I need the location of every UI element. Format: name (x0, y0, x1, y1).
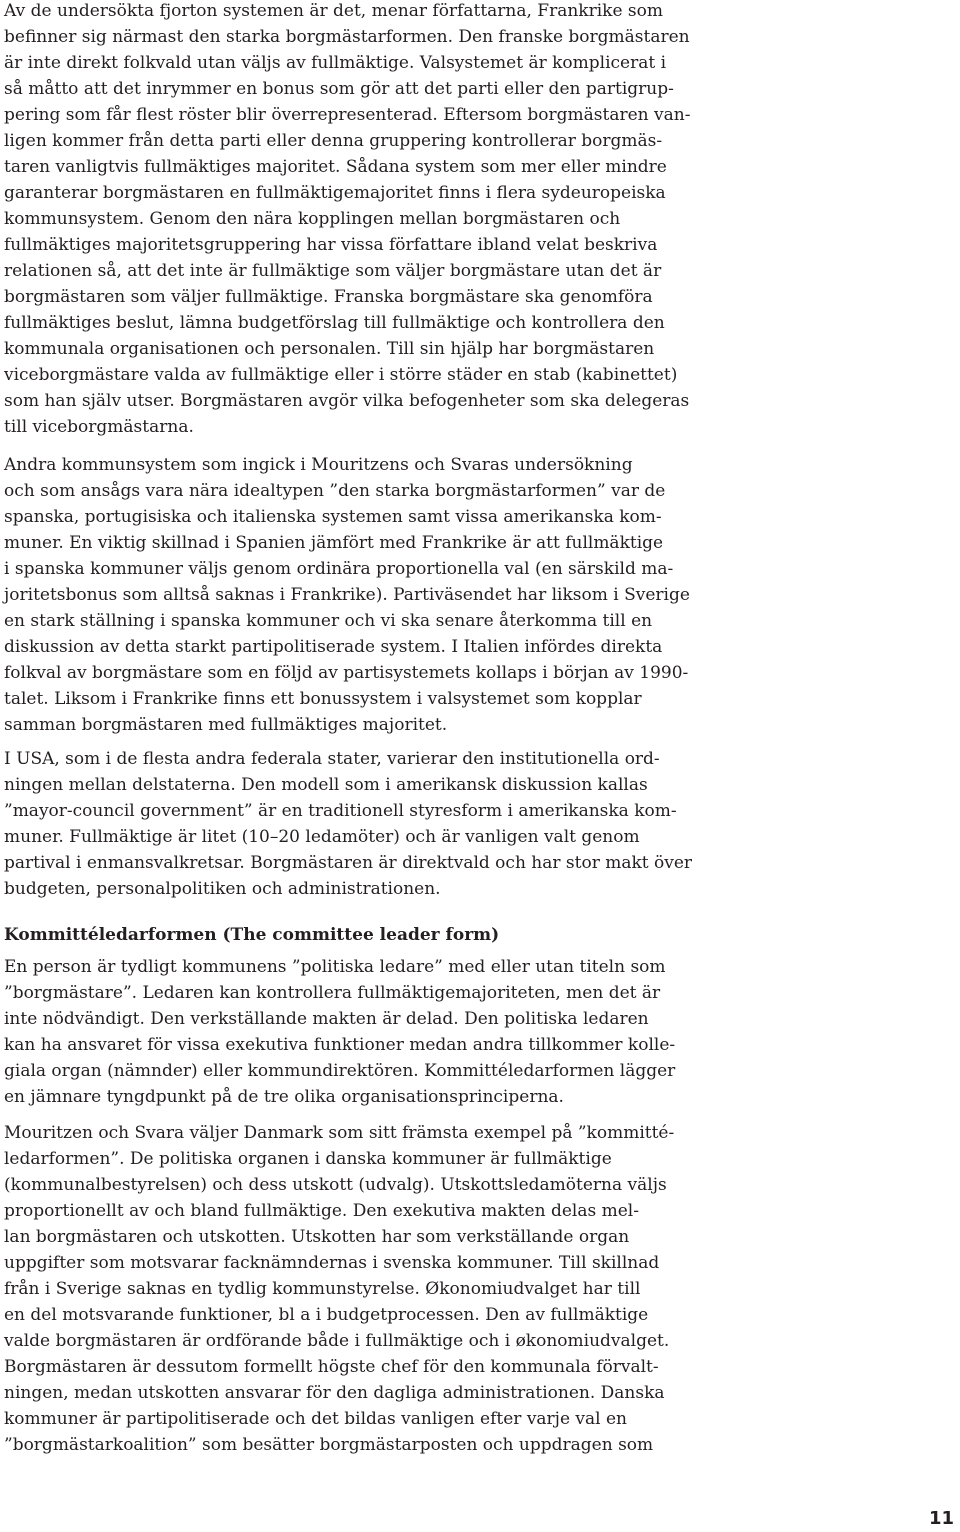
text-line: ningen mellan delstaterna. Den modell som i amerikansk diskussion kallas (4, 775, 648, 795)
text-line: En person är tydligt kommunens ”politiska ledare” med eller utan titeln som (4, 957, 666, 977)
text-line: garanterar borgmästaren en fullmäktigemajoritet finns i flera sydeuropeiska (4, 183, 666, 203)
text-line: uppgifter som motsvarar facknämndernas i svenska kommuner. Till skillnad (4, 1253, 660, 1273)
text-line: fullmäktiges beslut, lämna budgetförslag till fullmäktige och kontrollera den (4, 313, 665, 333)
text-line: en del motsvarande funktioner, bl a i budgetprocessen. Den av fullmäktige (4, 1305, 649, 1325)
text-line: ligen kommer från detta parti eller denna gruppering kontrollerar borgmäs- (4, 131, 663, 151)
text-line: till viceborgmästarna. (4, 417, 194, 437)
text-line: joritetsbonus som alltså saknas i Frankrike). Partiväsendet har liksom i Sverige (4, 585, 690, 605)
text-line: kommuner är partipolitiserade och det bildas vanligen efter varje val en (4, 1409, 628, 1429)
text-line: en jämnare tyngdpunkt på de tre olika organisationsprinciperna. (4, 1087, 564, 1107)
paragraph (4, 1120, 704, 1458)
text-line: Mouritzen och Svara väljer Danmark som sitt främsta exempel på ”kommitté- (4, 1123, 675, 1143)
section-heading: Kommittéledarformen (The committee leader form) (4, 925, 500, 945)
text-line: Borgmästaren är dessutom formellt högste chef för den kommunala förvalt- (4, 1357, 659, 1377)
text-line: och som ansågs vara nära idealtypen ”den starka borgmästarformen” var de (4, 481, 666, 501)
text-line: i spanska kommuner väljs genom ordinära proportionella val (en särskild ma- (4, 559, 674, 579)
page-number: 11 (928, 1508, 954, 1529)
text-line: Av de undersökta fjorton systemen är det, menar författarna, Frankrike som (4, 1, 664, 21)
text-line: kan ha ansvaret för vissa exekutiva funktioner medan andra tillkommer kolle- (4, 1035, 676, 1055)
text-line: lan borgmästaren och utskotten. Utskotten har som verkställande organ (4, 1227, 630, 1247)
text-line: en stark ställning i spanska kommuner och vi ska senare återkomma till en (4, 611, 653, 631)
text-line: kommunala organisationen och personalen. Till sin hjälp har borgmästaren (4, 339, 655, 359)
text-line: proportionellt av och bland fullmäktige. Den exekutiva makten delas mel- (4, 1201, 639, 1221)
text-line: (kommunalbestyrelsen) och dess utskott (udvalg). Utskottsledamöterna väljs (4, 1175, 667, 1195)
text-line: viceborgmästare valda av fullmäktige eller i större städer en stab (kabinettet) (4, 365, 678, 385)
text-line: giala organ (nämnder) eller kommundirektören. Kommittéledarformen lägger (4, 1061, 676, 1081)
text-line: befinner sig närmast den starka borgmästarformen. Den franske borgmästaren (4, 27, 690, 47)
text-line: ”borgmästare”. Ledaren kan kontrollera fullmäktigemajoriteten, men det är (4, 983, 661, 1003)
text-line: budgeten, personalpolitiken och administrationen. (4, 879, 441, 899)
text-line: I USA, som i de flesta andra federala stater, varierar den institutionella ord- (4, 749, 660, 769)
text-line: relationen så, att det inte är fullmäktige som väljer borgmästare utan det är (4, 261, 662, 281)
text-line: muner. En viktig skillnad i Spanien jämfört med Frankrike är att fullmäktige (4, 533, 664, 553)
text-line: från i Sverige saknas en tydlig kommunstyrelse. Økonomiudvalget har till (4, 1279, 641, 1299)
text-line: ”mayor-council government” är en traditionell styresform i amerikanska kom- (4, 801, 677, 821)
text-line: spanska, portugisiska och italienska systemen samt vissa amerikanska kom- (4, 507, 662, 527)
text-line: kommunsystem. Genom den nära kopplingen mellan borgmästaren och (4, 209, 621, 229)
text-line: fullmäktiges majoritetsgruppering har vissa författare ibland velat beskriva (4, 235, 658, 255)
text-line: så måtto att det inrymmer en bonus som gör att det parti eller den partigrup- (4, 79, 674, 99)
text-line: partival i enmansvalkretsar. Borgmästaren är direktvald och har stor makt över (4, 853, 693, 873)
text-line: folkval av borgmästare som en följd av partisystemets kollaps i början av 1990- (4, 663, 689, 683)
text-line: ningen, medan utskotten ansvarar för den dagliga administrationen. Danska (4, 1383, 665, 1403)
text-line: muner. Fullmäktige är litet (10–20 ledamöter) och är vanligen valt genom (4, 827, 640, 847)
text-line: taren vanligtvis fullmäktiges majoritet. Sådana system som mer eller mindre (4, 157, 667, 177)
text-line: Andra kommunsystem som ingick i Mouritzens och Svaras undersökning (4, 455, 633, 475)
text-line: är inte direkt folkvald utan väljs av fullmäktige. Valsystemet är komplicerat i (4, 53, 667, 73)
text-line: diskussion av detta starkt partipolitiserade system. I Italien infördes direkta (4, 637, 663, 657)
text-line: ledarformen”. De politiska organen i danska kommuner är fullmäktige (4, 1149, 612, 1169)
paragraph (4, 0, 704, 440)
text-line: samman borgmästaren med fullmäktiges majoritet. (4, 715, 448, 735)
text-line: ”borgmästarkoalition” som besätter borgmästarposten och uppdragen som (4, 1435, 654, 1455)
text-line: borgmästaren som väljer fullmäktige. Franska borgmästare ska genomföra (4, 287, 653, 307)
paragraph (4, 954, 704, 1110)
text-line: talet. Liksom i Frankrike finns ett bonussystem i valsystemet som kopplar (4, 689, 642, 709)
text-line: som han själv utser. Borgmästaren avgör vilka befogenheter som ska delegeras (4, 391, 690, 411)
paragraph (4, 746, 704, 902)
text-line: pering som får flest röster blir överrepresenterad. Eftersom borgmästaren van- (4, 105, 691, 125)
paragraph (4, 452, 704, 738)
text-line: inte nödvändigt. Den verkställande makten är delad. Den politiska ledaren (4, 1009, 649, 1029)
text-line: valde borgmästaren är ordförande både i fullmäktige och i økonomiudvalget. (4, 1331, 670, 1351)
